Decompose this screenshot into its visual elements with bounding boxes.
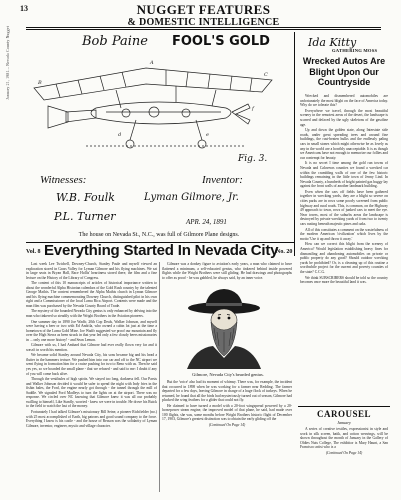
masthead-title: NUGGET FEATURES [136, 2, 271, 17]
carousel-headline: CAROUSEL [316, 409, 371, 419]
masthead-subtitle: & DOMESTIC INTELLIGENCE [127, 17, 280, 28]
svg-text:e: e [206, 132, 209, 138]
svg-text:C: C [264, 72, 268, 78]
flying-machine-diagram [26, 50, 292, 168]
paragraph: We became solid Stanley around Nevada City, his sons became big and his head a flutter in the hammers tecture. We pushed him into our car and off to the NC airport we went flying in formation him for a cruise pushing for two to Reno with us. Then he said yes yes, so we boarded the small plane - that we refused - and said to me: I doubt if any of you will come back alive. [26, 353, 157, 376]
paragraph: All of this constitutes a comment on the wastefulness of the modern American 'civilization' which lives by the motto 'Use it up and throw it away.' [300, 227, 388, 241]
portrait-caption: Gilmore, Nevada City's bearded genius. [192, 372, 264, 377]
issue-number: No. 20 [276, 249, 293, 255]
carousel-body [300, 427, 388, 493]
gilmore-portrait [175, 286, 273, 369]
patent-date: APR. 24, 1891 [186, 218, 227, 226]
paragraph: The content of this 10 manuscripts of articles of historical importance written to about the wonderful Alpha Historian calendars of the Gold Rush country by the talented George Mathis. The content remembered the Alpha Mathis church in Lyman Gilmore and his flying machine commemorating Downey Church, distinguished pilot in his own right and a Commissioner of the local Loma Rica Airport. Contents were made and the man film was purchased by the Nevada County Board of Trade. [26, 281, 157, 308]
article-headline: Everything Started In Nevada City [44, 242, 279, 259]
paragraph: Fortunately I had talked Gilmore's missionary Bill Seine, a pioneer Richfielder (no.) with 25 most accomplished of Earth, big patrons and good sound company to the force. Everything I know is his castle - and the house of Reason was the solidarity of Lyman Gilmore, inventor, engineer, mystic and village character. [26, 409, 157, 428]
column-rule [159, 262, 160, 492]
column-title-script: Bob Paine [82, 34, 148, 49]
article-column-2-top [162, 262, 292, 284]
masthead-rule-thin [26, 29, 381, 30]
paragraph: Gilmore with us, I had Ambard that Gilmore had ever really flown very far and it wasn't in worth his mention. [26, 343, 157, 352]
paragraph: Through the vestibules of high spirits. We stayed too long, darkness fell. Our Parsis and Walker Johnson decided it would be safer to spend the night with Indy fries in the fishin bales, the Ford, the engine nearly got through - the tunnel through the mill of Saddle. We signaled Ford Madleys to turn the lights on at the airport. There was no response. We circled over NC knowing that Gilmore knew it was all our probably swilling to himself, Like Stanfly, worried - knew we were in trouble. He drove his Ruick to the field to watch the last of the money. [26, 377, 157, 409]
paragraph: But the 'voice' also had its moment of whimsy. There was, for example, the incident that occurred in 1898 when he was working for a farmer near Redding. The farmer departed for a few days, leaving Gilmore in charge of a huge flock of turkeys. When he returned, he found that all the birds had mysteriously turned out of season, Gilmore had plucked the wing feathers for a glider that could not fly. [162, 380, 292, 403]
paragraph: How can we correct this blight from the scenery of America? Would legislation establishing heavy fines for dismantling and abandoning automobiles on private or public property do any good? Should outdoor wrecking yards be prohibited? Or, is a cleaning up of this routine a worthwhile project for the current and poverty counties of the state? C.C.G. [300, 242, 388, 274]
witnesses-label: Witnesses: [40, 174, 87, 186]
patent-drawing [26, 32, 292, 244]
paragraph: Wrecked and dismembered automobiles are unfortunately the most blight on the face of America today. Why do we tolerate this? [300, 94, 388, 108]
paragraph: Last week Lee Twichell, Downey-Church, Stanley Paule and myself viewed an exploration stored in Grass Valley for Lyman Gilmore and his flying machines. We sat in large seats in Bryan Hall, Race Hollis' heartiness stored there, the film and a fine lecture on the History of the Library of Congress. [26, 262, 157, 280]
paragraph: Gilmore was a donkey figure to aviation's early years, a man who claimed to have flattened a minimum, a self-educated genius, who tinkered behind inside powered flights while the Wright Brothers were still gliding. He had drawings and photographs to offer as proof - he was gabbled, he always said, by an inner voice. [162, 262, 292, 280]
page-number: 13 [20, 4, 28, 13]
side-dateline: January 21, 1981... Nevada County Nugget [6, 26, 10, 100]
paragraph: A series of creative textiles, expressionist in style and work in silk screen, batik, and cotton weavings, will be shown throughout the month of January in the Gallery of Oldies Nuts College, The exhibitor is Mary Haunt, a San Francisco artist who is a [300, 427, 388, 450]
figure-label: Fig. 3. [238, 154, 268, 164]
volume-label: Vol. 8 [26, 249, 41, 255]
svg-text:B: B [38, 80, 42, 86]
paragraph: Everywhere we travel, through the most beautiful scenery in the remotest areas of the desert, the landscape is scarred and defaced by the ugly skeletons of the gasoline age. [300, 108, 388, 127]
column-logo: Ida Kitty [308, 36, 357, 49]
continued-notice: (Continued On Page 14) [325, 450, 363, 455]
masthead-rule [26, 27, 381, 28]
paragraph: It is no secret I time among the gold run towns of Nevada and Calaveras counties we found a wrecked car within the crumbling walls of one of the few historic buildings remaining in the little town of Jenny Lind. In Nevada County, a hundreds of bright painted gas buggy lay against the front walls of another landmark building. [300, 161, 388, 189]
sidebar-rule [298, 406, 390, 407]
article-column-2-bottom [162, 380, 292, 492]
photo-caption: The house on Nevada St., N.C., was full of Gilmore Plane designs. [78, 232, 240, 238]
svg-text:f: f [252, 106, 254, 112]
svg-text:d: d [118, 132, 122, 138]
masthead [26, 2, 381, 28]
paragraph: We think SUBSCRIBERS should be told so the country becomes once more the beautiful land it was. [300, 275, 388, 285]
svg-text:A: A [150, 60, 154, 66]
article-column-1 [26, 262, 157, 494]
continued-notice: (Continued On Page 14) [208, 422, 246, 427]
witness-signature-2: P.L. Turner [54, 210, 116, 223]
paragraph: Even when the cars off fields have been gathered together in wrecking yards, they are a blight so severe on cities parks are in rows some poorly screened from public highway and rural roads. This, is common, on the Highway 49 approach to town, rows of junked cars to meet the eye. Near towns, most of the suburbs areas the landscape is destroyed by private wrecking yards of from two to twenty cars rusting beneath majestic pines and oaks. [300, 189, 388, 227]
column-logo-label: GATHERING MOSS [332, 48, 378, 53]
paragraph: One summer day in 1890 Joe Wadfr, 20th Cop Deals, Walker Johnson, and myself were having a beer or two with Ed Andrila, who owned a cabin lot just at the time a hometown of the Loma Gold Mine. Joe Wadfr suggested we proof our mountain and fly over the High Sierra as been struck in that year led only a few cloudy beers missionaries in ... only one more history! - and Sean Lemon. [26, 319, 157, 342]
column-divider [294, 32, 295, 256]
inventor-signature: Lyman Gilmore, Jr. [144, 192, 239, 203]
witness-signature-1: W.B. Foulk [56, 191, 115, 204]
paragraph: The mystery of the bounded Nevada City genius is only enhanced by delving into the man who tinkered so steadily with the Wright Brothers in the Aviation pioneers. [26, 309, 157, 319]
paragraph: Up and down the golden state, along Interstate side roads, under great spreading trees and around fine buildings, the rust-beaten hulks and the endlessly paling cars in small stones which might otherwise be as lovely as any in the world are a horribly unacceptable. It is as though we Americans have not enough to memorize our follies and our contempt for beauty. [300, 128, 388, 160]
sidebar-headline: Wrecked Autos Are Blight Upon Our Countryside [302, 56, 386, 87]
column-title-bold: FOOL'S GOLD [172, 34, 270, 49]
paragraph: He claimed to have turned a model with a 20-foot wingspread powered by a 20-horsepower steam engine, the improved model of that plane, he said, had made over 100 flights, she was, some months before Wright Brothers historic flight of December 17, 1903, Gilmore's greatest distinction was to obtain the early gliding off the [162, 403, 292, 422]
carousel-subhead: January [337, 420, 351, 425]
sidebar-body [300, 94, 388, 402]
inventor-label: Inventor: [202, 174, 243, 186]
